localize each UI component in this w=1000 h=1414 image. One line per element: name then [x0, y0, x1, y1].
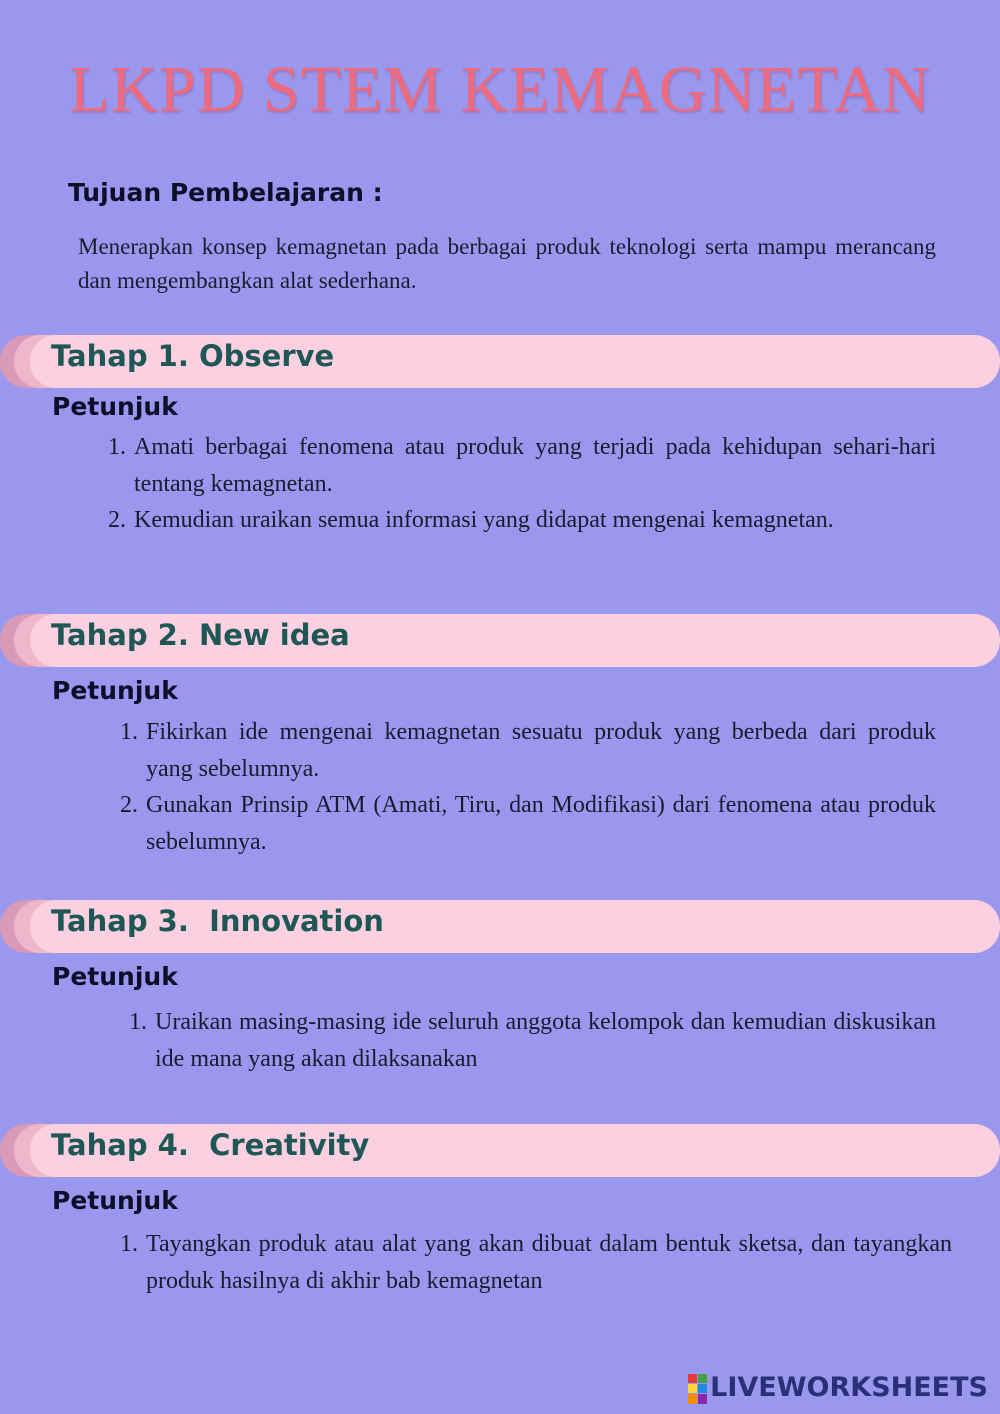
logo-square — [688, 1374, 697, 1383]
list-item — [129, 1004, 936, 1077]
step-text: Gunakan Prinsip ATM (Amati, Tiru, dan Modifikasi) dari fenomena atau produk sebelumnya. — [146, 792, 936, 855]
step-text: Fikirkan ide mengenai kemagnetan sesuatu produk yang berbeda dari produk yang sebelumnya. — [146, 719, 936, 782]
stage-4-steps — [120, 1226, 952, 1299]
logo-square — [698, 1374, 707, 1383]
stage-4-petunjuk: Petunjuk — [52, 1186, 178, 1215]
stage-3-banner — [0, 900, 1000, 953]
stage-4-banner — [0, 1124, 1000, 1177]
step-text: Tayangkan produk atau alat yang akan dibuat dalam bentuk sketsa, dan tayangkan produk hasilnya di akhir bab kemagnetan — [146, 1231, 952, 1294]
logo-square — [688, 1394, 697, 1404]
stage-1-petunjuk: Petunjuk — [52, 392, 178, 421]
stage-2-banner — [0, 614, 1000, 667]
step-number: 1. — [108, 434, 126, 460]
step-text: Uraikan masing-masing ide seluruh anggota kelompok dan kemudian diskusikan ide mana yang akan dilaksanakan — [155, 1009, 936, 1072]
step-number: 1. — [120, 1231, 138, 1257]
step-number: 1. — [129, 1009, 147, 1035]
stage-3-petunjuk: Petunjuk — [52, 962, 178, 991]
stage-2-title: Tahap 2. New idea — [51, 618, 350, 652]
step-number: 2. — [120, 792, 138, 818]
step-number: 1. — [120, 719, 138, 745]
logo-square — [688, 1384, 697, 1393]
stage-2-petunjuk: Petunjuk — [52, 676, 178, 705]
goal-text: Menerapkan konsep kemagnetan pada berbagai produk teknologi serta mampu merancang dan mengembangkan alat sederhana. — [78, 234, 936, 293]
stage-4-title: Tahap 4. Creativity — [51, 1128, 370, 1162]
liveworksheets-logo-icon — [688, 1374, 706, 1402]
liveworksheets-logo — [688, 1372, 988, 1403]
list-item — [108, 429, 936, 502]
stage-3-title: Tahap 3. Innovation — [51, 904, 384, 938]
step-text: Kemudian uraikan semua informasi yang didapat mengenai kemagnetan. — [134, 507, 834, 533]
list-item — [108, 502, 936, 539]
list-item — [120, 1226, 952, 1299]
list-item — [120, 787, 936, 860]
step-text: Amati berbagai fenomena atau produk yang terjadi pada kehidupan sehari-hari tentang kemagnetan. — [134, 434, 936, 497]
list-item — [120, 714, 936, 787]
stage-1-banner — [0, 335, 1000, 388]
stage-1-steps — [108, 429, 936, 539]
stage-3-steps — [129, 1004, 936, 1077]
logo-text: LIVEWORKSHEETS — [710, 1372, 988, 1403]
logo-square — [698, 1394, 707, 1404]
stage-1-title: Tahap 1. Observe — [51, 339, 335, 373]
goal-heading: Tujuan Pembelajaran : — [68, 178, 383, 207]
logo-square — [698, 1384, 707, 1393]
stage-2-steps — [120, 714, 936, 860]
step-number: 2. — [108, 507, 126, 533]
page-title: LKPD STEM KEMAGNETAN — [69, 53, 931, 126]
